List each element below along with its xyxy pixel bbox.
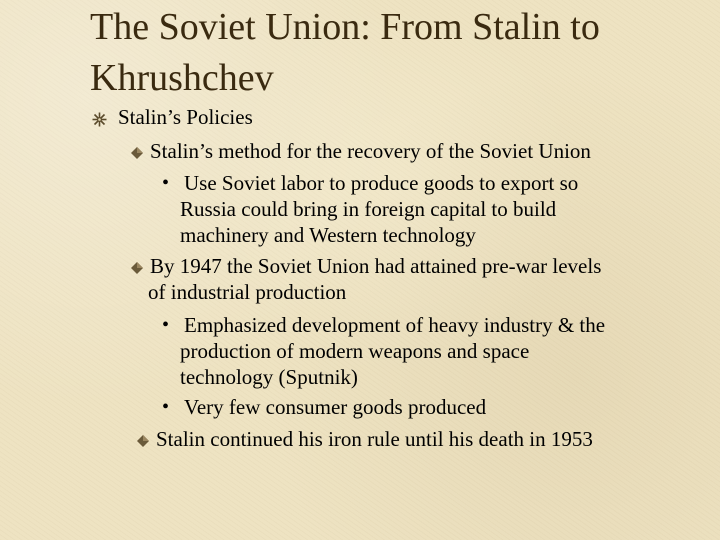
dot-bullet-icon: • [162, 172, 170, 194]
diamond-bullet-icon [130, 146, 144, 160]
diamond-bullet-icon [136, 434, 150, 448]
bullet-l1-stalins-policies: Stalin’s Policies [118, 105, 253, 129]
bullet-l3-heavy-industry-line-1: Emphasized development of heavy industry & the [184, 313, 606, 337]
dot-bullet-icon: • [162, 396, 170, 418]
bullet-l3-soviet-labor-line-1: Use Soviet labor to produce goods to export so [184, 171, 579, 195]
dot-bullet-icon: • [162, 314, 170, 336]
bullet-l3-soviet-labor-line-2: Russia could bring in foreign capital to build [180, 197, 557, 221]
bullet-l2-by-1947-line-1: By 1947 the Soviet Union had attained pre-war levels [150, 254, 602, 278]
bullet-l3-consumer-goods: Very few consumer goods produced [184, 395, 487, 419]
bullet-l3-heavy-industry-line-3: technology (Sputnik) [180, 365, 358, 389]
bullet-l3-soviet-labor-line-3: machinery and Western technology [180, 223, 476, 247]
diamond-bullet-icon [130, 261, 144, 275]
bullet-l2-by-1947-line-2: of industrial production [148, 280, 347, 304]
slide-title [90, 2, 700, 104]
slide-title-line-1: The Soviet Union: From Stalin to [90, 6, 600, 48]
bullet-l3-heavy-industry-line-2: production of modern weapons and space [180, 339, 530, 363]
ornament-star-icon [92, 112, 107, 127]
slide-title-line-2: Khrushchev [90, 57, 274, 99]
bullet-l2-recovery-method: Stalin’s method for the recovery of the Soviet Union [150, 139, 591, 163]
bullet-l2-iron-rule: Stalin continued his iron rule until his death in 1953 [156, 427, 593, 451]
